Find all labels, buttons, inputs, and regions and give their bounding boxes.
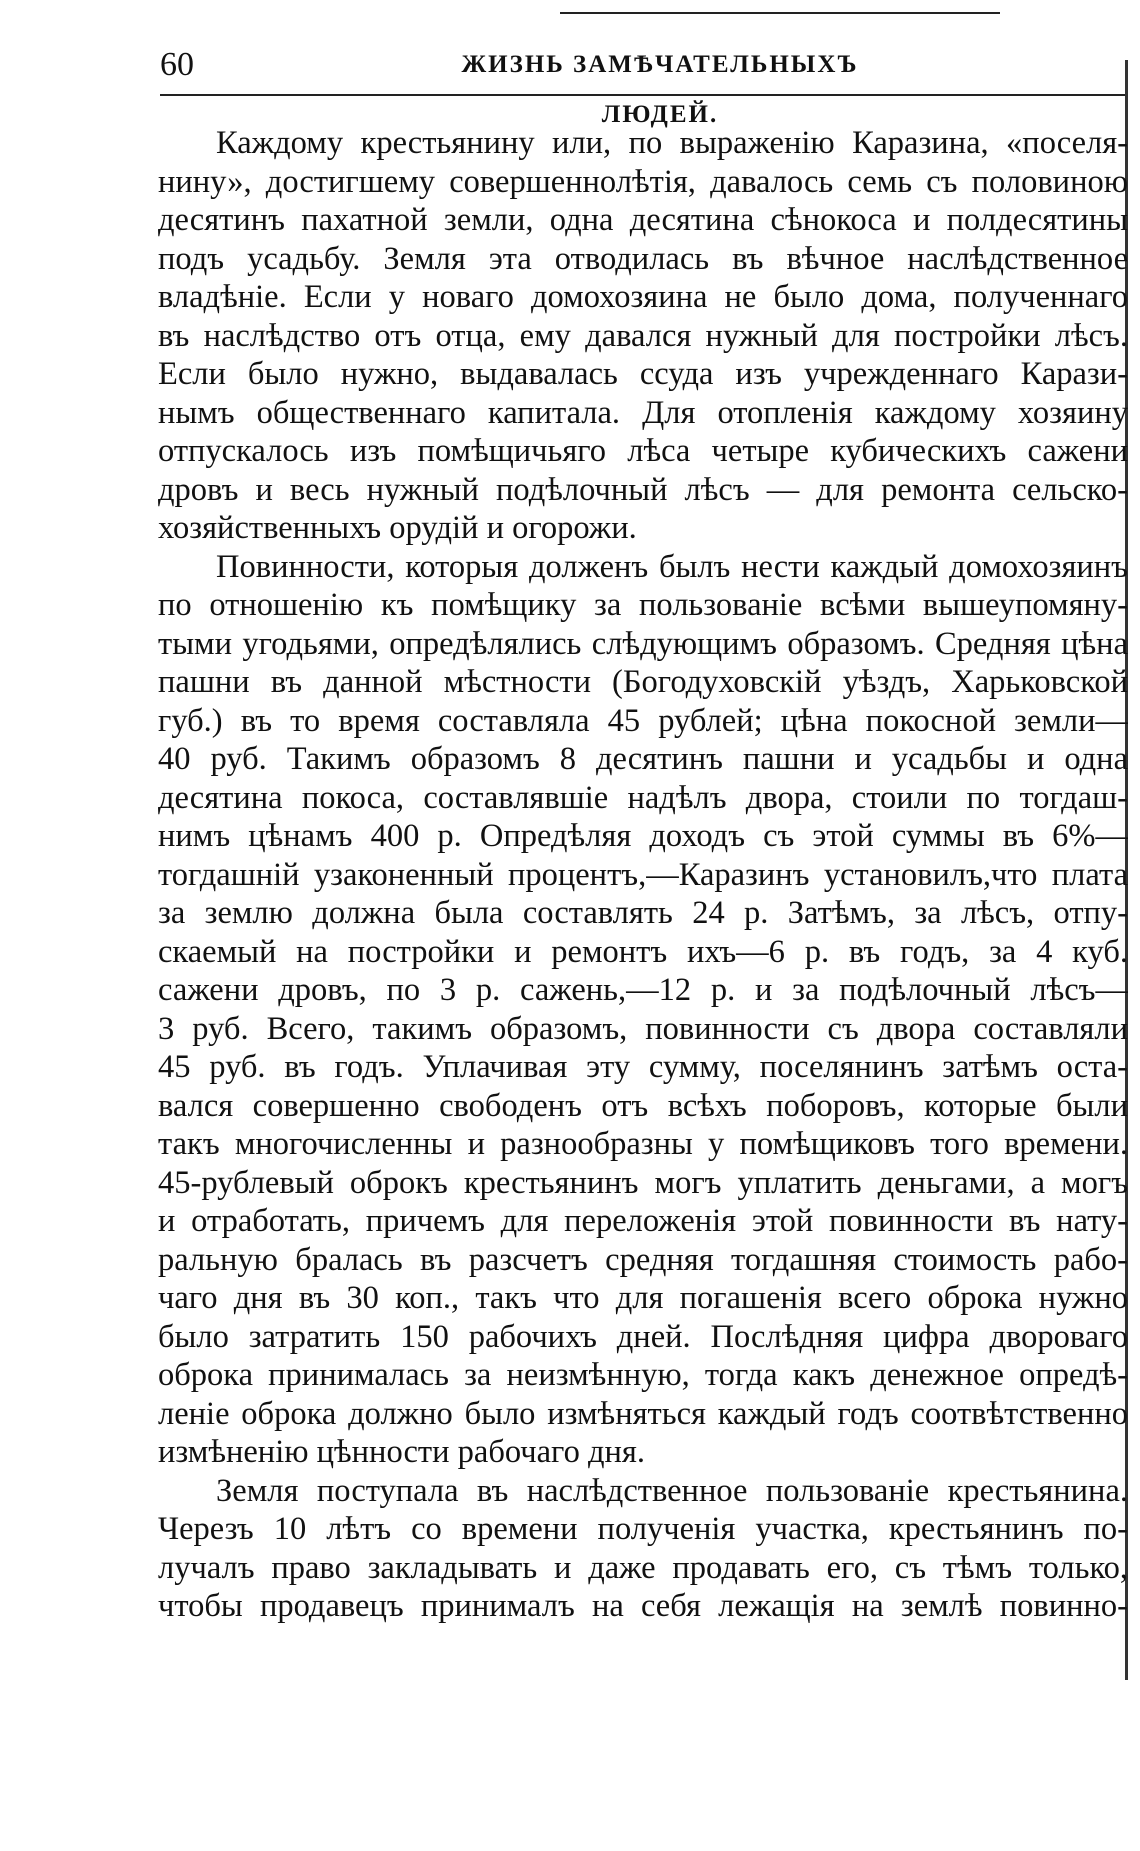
paragraph <box>158 548 1128 1472</box>
text-line: было затратить 150 рабочихъ дней. Послѣдняя цифра двороваго <box>158 1318 1128 1355</box>
text-line: сажени дровъ, по 3 р. сажень,—12 р. и за подѣлочный лѣсъ— <box>158 972 1128 1008</box>
paragraph <box>158 1472 1128 1626</box>
text-line: ральную бралась въ разсчетъ средняя тогдашняя стоимость рабо- <box>158 1241 1128 1278</box>
text-line: отпускалось изъ помѣщичьяго лѣса четыре кубическихъ сажени <box>158 433 1128 469</box>
text-line: такъ многочисленны и разнообразны у помѣщиковъ того времени. <box>158 1126 1128 1162</box>
text-line: Земля поступала въ наслѣдственное пользованіе крестьянина. <box>216 1472 1128 1509</box>
text-line: по отношенію къ помѣщику за пользованіе всѣми вышеупомяну- <box>158 587 1128 623</box>
text-line: оброка принималась за неизмѣнную, тогда какъ денежное опредѣ- <box>158 1357 1128 1393</box>
text-line: за землю должна была составлять 24 р. Затѣмъ, за лѣсъ, отпу- <box>158 895 1128 931</box>
text-line: Повинности, которыя долженъ былъ нести каждый домохозяинъ <box>216 548 1128 585</box>
text-line: скаемый на постройки и ремонтъ ихъ—6 р. въ годъ, за 4 куб. <box>158 933 1128 970</box>
text-line: и отработать, причемъ для переложенія этой повинности въ нату- <box>158 1203 1128 1239</box>
text-line: Каждому крестьянину или, по выраженію Каразина, «поселя- <box>216 125 1128 161</box>
text-line: вался совершенно свободенъ отъ всѣхъ поборовъ, которые были <box>158 1087 1128 1124</box>
text-line: губ.) въ то время составляла 45 рублей; цѣна покосной земли— <box>158 702 1128 739</box>
text-line: нину», достигшему совершеннолѣтія, давалось семь съ половиною <box>158 163 1128 200</box>
header-rule <box>160 94 1125 96</box>
body-text <box>158 124 1128 1626</box>
text-line: хозяйственныхъ орудій и огорожи. <box>158 510 637 546</box>
text-line: владѣніе. Если у новаго домохозяина не было дома, полученнаго <box>158 279 1128 315</box>
text-line: 45 руб. въ годъ. Уплачивая эту сумму, поселянинъ затѣмъ оста- <box>158 1049 1128 1085</box>
text-line: тыми угодьями, опредѣлялись слѣдующимъ образомъ. Средняя цѣна <box>158 625 1128 662</box>
paragraph <box>158 124 1128 548</box>
page-number: 60 <box>160 46 194 83</box>
text-line: чаго дня въ 30 коп., такъ что для погашенія всего оброка нужно <box>158 1280 1128 1316</box>
running-head <box>160 40 1125 128</box>
text-line: нимъ цѣнамъ 400 р. Опредѣляя доходъ съ этой суммы въ 6%— <box>158 818 1128 854</box>
text-line: пашни въ данной мѣстности (Богодуховскій уѣздъ, Харьковской <box>158 664 1128 700</box>
text-line: дровъ и весь нужный подѣлочный лѣсъ — для ремонта сельско- <box>158 471 1128 508</box>
text-line: подъ усадьбу. Земля эта отводилась въ вѣчное наслѣдственное <box>158 240 1128 277</box>
text-line: леніе оброка должно было измѣняться каждый годъ соотвѣтственно <box>158 1395 1128 1432</box>
text-line: 40 руб. Такимъ образомъ 8 десятинъ пашни и усадьбы и одна <box>158 741 1128 777</box>
text-line: лучалъ право закладывать и даже продавать его, съ тѣмъ только, <box>158 1549 1128 1586</box>
text-line: тогдашній узаконенный процентъ,—Каразинъ установилъ,что плата <box>158 856 1128 893</box>
text-line: Если было нужно, выдавалась ссуда изъ учрежденнаго Карази- <box>158 356 1128 392</box>
text-line: 3 руб. Всего, такимъ образомъ, повинности съ двора составляли <box>158 1010 1128 1047</box>
text-line: нымъ общественнаго капитала. Для отопленія каждому хозяину <box>158 394 1128 431</box>
text-line: чтобы продавецъ принималъ на себя лежащія на землѣ повинно- <box>158 1588 1128 1624</box>
text-line: Черезъ 10 лѣтъ со времени полученія участка, крестьянинъ по- <box>158 1511 1128 1547</box>
text-line: въ наслѣдство отъ отца, ему давался нужный для постройки лѣсъ. <box>158 317 1128 354</box>
text-line: десятина покоса, составлявшіе надѣлъ двора, стоили по тогдаш- <box>158 779 1128 816</box>
text-line: измѣненію цѣнности рабочаго дня. <box>158 1434 645 1470</box>
text-line: 45-рублевый оброкъ крестьянинъ могъ уплатить деньгами, а могъ <box>158 1164 1128 1201</box>
running-title: ЖИЗНЬ ЗАМѢЧАТЕЛЬНЫХЪ ЛЮДЕЙ. <box>461 51 859 128</box>
scan-border-top <box>560 12 1000 14</box>
text-line: десятинъ пахатной земли, одна десятина сѣнокоса и полдесятины <box>158 202 1128 238</box>
